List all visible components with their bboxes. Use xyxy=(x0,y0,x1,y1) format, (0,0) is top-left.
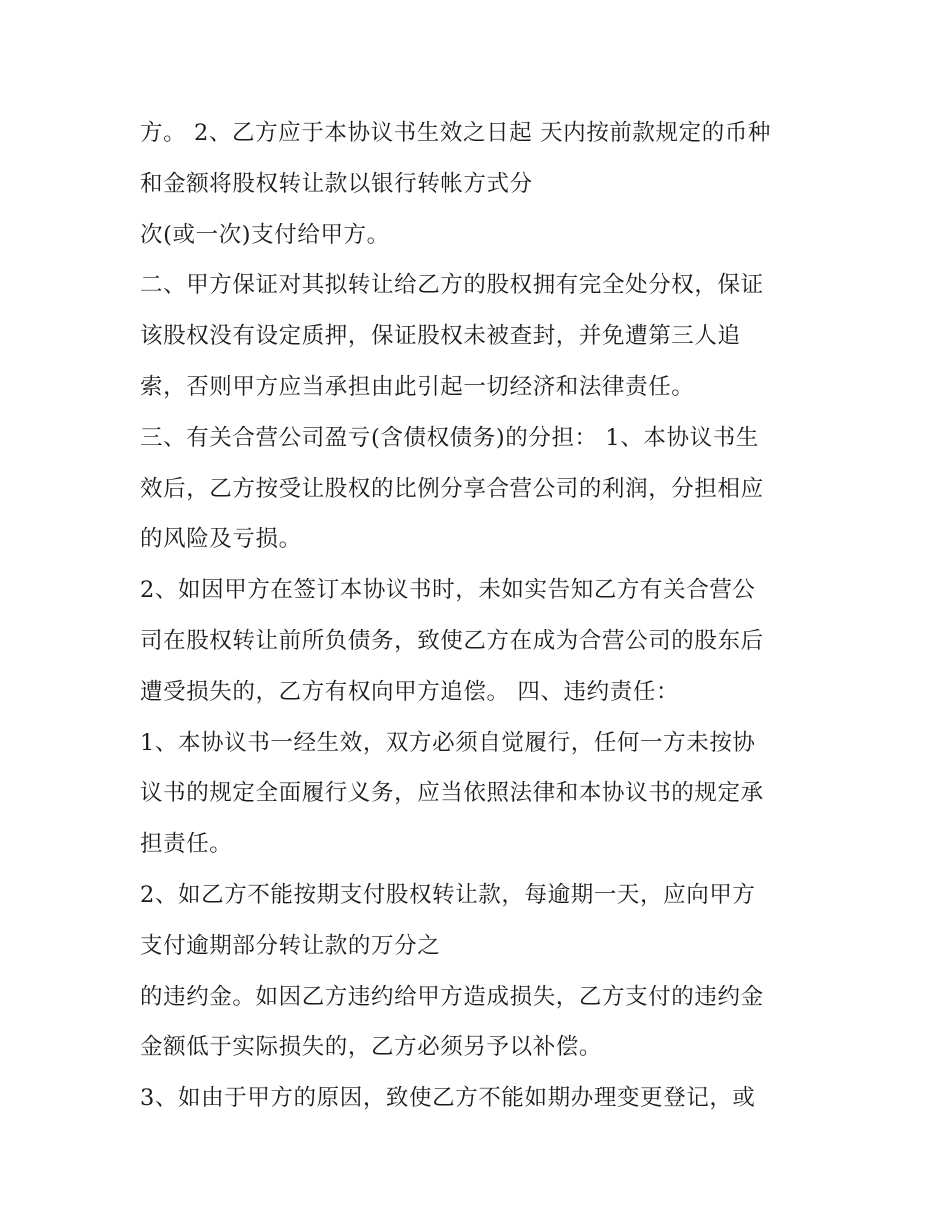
text-line: 该股权没有设定质押，保证股权未被查封，并免遭第三人追 xyxy=(140,323,741,350)
document-body xyxy=(140,108,820,1124)
text-line: 和金额将股权转让款以银行转帐方式分 xyxy=(140,170,533,197)
text-line: 议书的规定全面履行义务，应当依照法律和本协议书的规定承 xyxy=(140,780,764,807)
text-line: 三、有关合营公司盈亏(含债权债务)的分担： 1、本协议书生 xyxy=(140,424,759,451)
text-line: 金额低于实际损失的，乙方必须另予以补偿。 xyxy=(140,1034,603,1061)
text-line: 效后，乙方按受让股权的比例分享合营公司的利润，分担相应 xyxy=(140,475,764,502)
text-line: 司在股权转让前所负债务，致使乙方在成为合营公司的股东后 xyxy=(140,627,764,654)
text-line: 的风险及亏损。 xyxy=(140,526,302,553)
text-line: 1、本协议书一经生效，双方必须自觉履行，任何一方未按协 xyxy=(140,729,756,756)
text-line: 2、如因甲方在签订本协议书时，未如实告知乙方有关合营公 xyxy=(140,577,756,604)
text-line: 遭受损失的，乙方有权向甲方追偿。 四、违约责任： xyxy=(140,678,680,705)
text-line: 索，否则甲方应当承担由此引起一切经济和法律责任。 xyxy=(140,373,695,400)
text-line: 的违约金。如因乙方违约给甲方造成损失，乙方支付的违约金 xyxy=(140,983,764,1010)
text-line: 次(或一次)支付给甲方。 xyxy=(140,221,390,248)
text-line: 支付逾期部分转让款的万分之 xyxy=(140,932,441,959)
text-line: 2、如乙方不能按期支付股权转让款，每逾期一天，应向甲方 xyxy=(140,881,756,908)
text-line: 方。 2、乙方应于本协议书生效之日起 天内按前款规定的币种 xyxy=(140,120,772,146)
text-line: 担责任。 xyxy=(140,831,233,858)
text-line: 3、如由于甲方的原因，致使乙方不能如期办理变更登记，或 xyxy=(140,1085,756,1112)
text-line: 二、甲方保证对其拟转让给乙方的股权拥有完全处分权，保证 xyxy=(140,272,764,299)
